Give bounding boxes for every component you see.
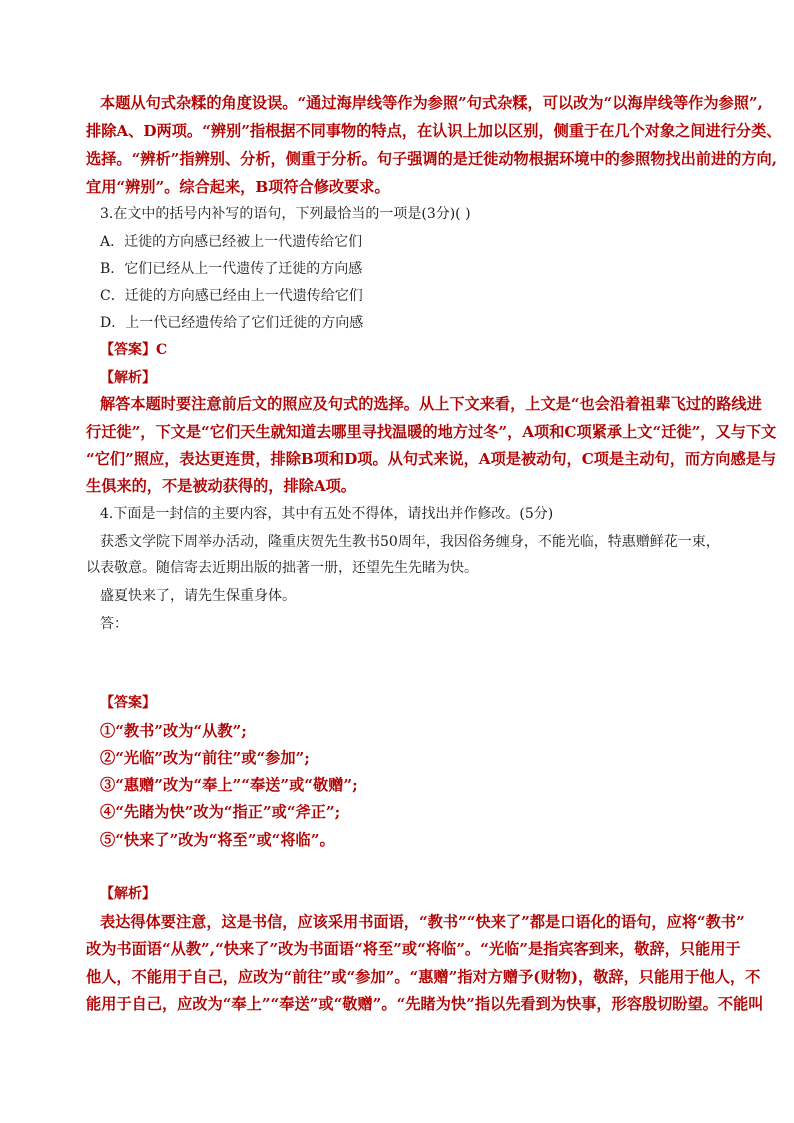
q4-letter-line-3: 盛夏快来了，请先生保重身体。	[100, 588, 296, 604]
q3-option-b: B．它们已经从上一代遗传了迁徙的方向感	[100, 261, 363, 277]
q3-option-a: A．迁徙的方向感已经被上一代遗传给它们	[100, 234, 363, 250]
q2-analysis-line-1: 本题从句式杂糅的角度设误。“通过海岸线等作为参照”句式杂糅，可以改为“以海岸线等作为参照”,	[100, 94, 763, 112]
q3-option-c: C．迁徙的方向感已经由上一代遗传给它们	[100, 288, 363, 304]
q4-answer-item-1: ①“教书”改为“从教”;	[100, 722, 247, 740]
q4-letter-line-2: 以表敬意。随信寄去近期出版的拙著一册，还望先生先睹为快。	[86, 560, 478, 576]
q2-analysis-line-2: 排除A、D两项。“辨别”指根据不同事物的特点，在认识上加以区别，侧重于在几个对象之间进行分类、	[86, 122, 782, 140]
q4-letter-line-1: 获悉文学院下周举办活动，隆重庆贺先生教书50周年，我因俗务缠身，不能光临，特惠赠鲜花一束，	[100, 534, 720, 550]
q3-answer: 【答案】C	[100, 342, 168, 358]
q4-answer-label: 【答案】	[100, 695, 156, 711]
q2-analysis-line-4: 宜用“辨别”。综合起来，B项符合修改要求。	[86, 178, 390, 196]
q2-analysis-line-3: 选择。“辨析”指辨别、分析，侧重于分析。句子强调的是迁徙动物根据环境中的参照物找出前进的方向,	[86, 150, 778, 168]
q4-answer-prompt: 答：	[100, 616, 128, 632]
q3-analysis-line-2: 行迁徙”，下文是“它们天生就知道去哪里寻找温暖的地方过冬”，A项和C项紧承上文“迁徙”，又与下文	[86, 423, 777, 441]
q4-analysis-line-3: 他人，不能用于自己，应改为“前往”或“参加”。“惠赠”指对方赠予(财物)，敬辞，只能用于他人，不	[86, 968, 761, 986]
q4-stem: 4.下面是一封信的主要内容，其中有五处不得体，请找出并作修改。(5分)	[100, 506, 554, 522]
q4-analysis-line-4: 能用于自己，应改为“奉上”“奉送”或“敬赠”。“先睹为快”指以先看到为快事，形容殷切盼望。不能叫	[86, 995, 764, 1013]
q4-analysis-label: 【解析】	[100, 886, 156, 902]
q4-answer-item-5: ⑤“快来了”改为“将至”或“将临”。	[100, 831, 335, 849]
q3-analysis-line-4: 生俱来的，不是被动获得的，排除A项。	[86, 477, 356, 495]
q4-answer-item-2: ②“光临”改为“前往”或“参加”;	[100, 749, 310, 767]
q3-option-d: D．上一代已经遗传给了它们迁徙的方向感	[100, 315, 364, 331]
q3-stem: 3.在文中的括号内补写的语句，下列最恰当的一项是(3分)( )	[100, 206, 471, 222]
q4-answer-item-3: ③“惠赠”改为“奉上”“奉送”或“敬赠”;	[100, 776, 358, 794]
q3-analysis-line-1: 解答本题时要注意前后文的照应及句式的选择。从上下文来看，上文是“也会沿着祖辈飞过的路线进	[100, 395, 762, 413]
q4-analysis-line-1: 表达得体要注意，这是书信，应该采用书面语，“教书”“快来了”都是口语化的语句，应将“教书”	[100, 913, 745, 931]
q3-analysis-label: 【解析】	[100, 370, 156, 386]
q4-analysis-line-2: 改为书面语“从教”,“快来了”改为书面语“将至”或“将临”。“光临”是指宾客到来，敬辞，只能用于	[86, 940, 741, 958]
q4-answer-item-4: ④“先睹为快”改为“指正”或“斧正”;	[100, 803, 341, 821]
q3-analysis-line-3: “它们”照应，表达更连贯，排除B项和D项。从句式来说，A项是被动句，C项是主动句，而方向感是与	[86, 450, 777, 468]
